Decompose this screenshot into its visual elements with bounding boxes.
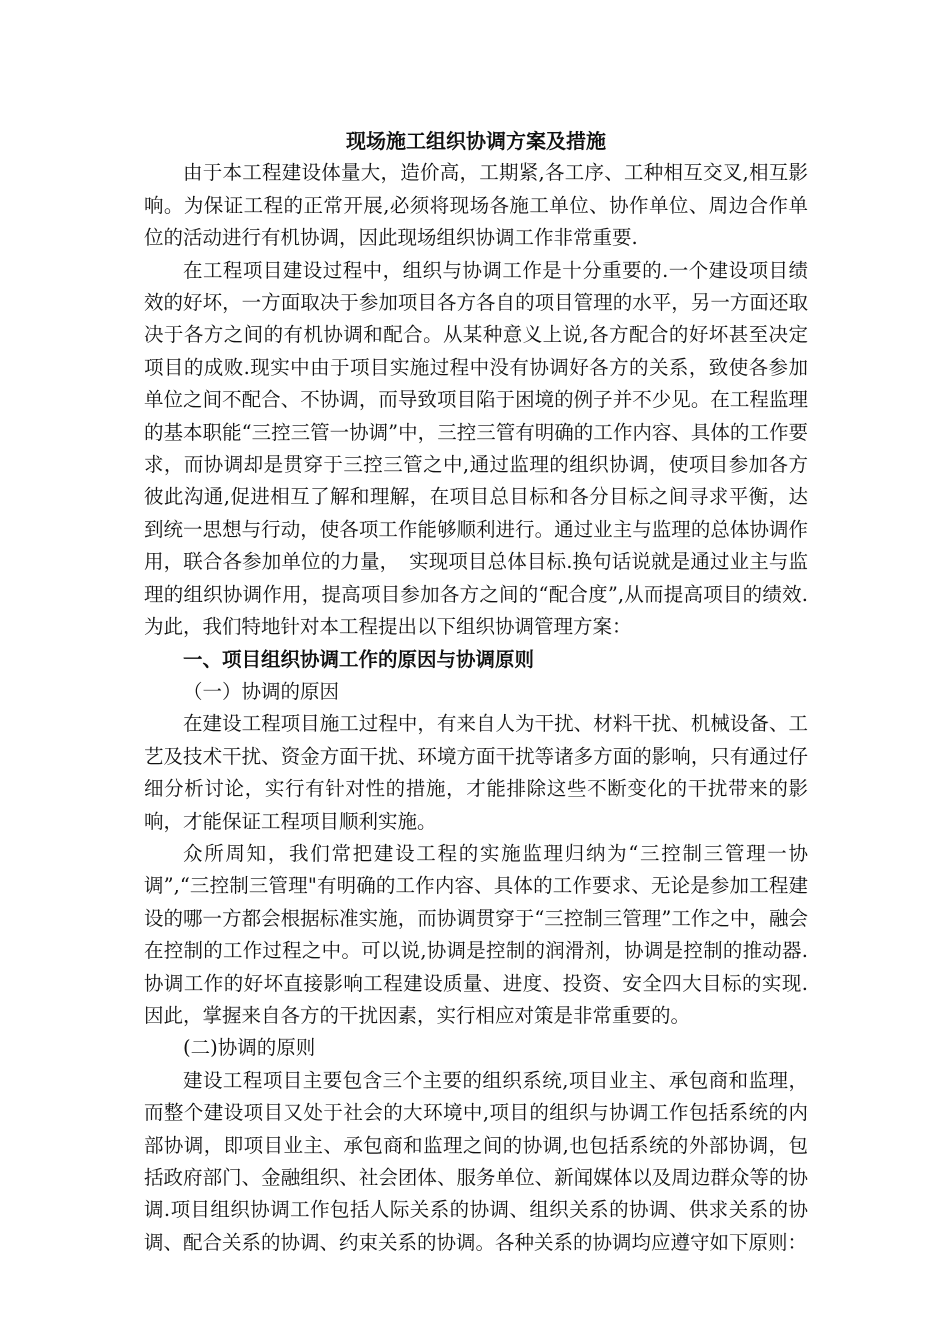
intro-paragraph-2: 在工程项目建设过程中，组织与协调工作是十分重要的.一个建设项目绩效的好坏，一方面取决于参加项目各方各自的项目管理的水平，另一方面还取决于各方之间的有机协调和配合。从某种意义上说,各方配合的好坏甚至决定项目的成败.现实中由于项目实施过程中没有协调好各方的关系，致使各参加单位之间不配合、不协调，而导致项目陷于困境的例子并不少见。在工程监理的基本职能“三控三管一协调”中，三控三管有明确的工作内容、具体的工作要求，而协调却是贯穿于三控三管之中,通过监理的组织协调，使项目参加各方彼此沟通,促进相互了解和理解，在项目总目标和各分目标之间寻求平衡，达到统一思想与行动，使各项工作能够顺利进行。通过业主与监理的总体协调作用，联合各参加单位的力量， 实现项目总体目标.换句话说就是通过业主与监理的组织协调作用，提高项目参加各方之间的“配合度”,从而提高项目的绩效.为此，我们特地针对本工程提出以下组织协调管理方案：: [144, 258, 808, 639]
principles-paragraph-1: 建设工程项目主要包含三个主要的组织系统,项目业主、承包商和监理，而整个建设项目又处于社会的大环境中,项目的组织与协调工作包括系统的内部协调，即项目业主、承包商和监理之间的协调,也包括系统的外部协调，包括政府部门、金融组织、社会团体、服务单位、新闻媒体以及周边群众等的协调.项目组织协调工作包括人际关系的协调、组织关系的协调、供求关系的协调、配合关系的协调、约束关系的协调。各种关系的协调均应遵守如下原则：: [144, 1068, 808, 1254]
subsection-heading-reasons: （一）协调的原因: [183, 679, 340, 703]
reasons-paragraph-2: 众所周知，我们常把建设工程的实施监理归纳为“三控制三管理一协调”,“三控制三管理"有明确的工作内容、具体的工作要求、无论是参加工程建设的哪一方都会根据标准实施，而协调贯穿于“三控制三管理”工作之中，融会在控制的工作过程之中。可以说,协调是控制的润滑剂，协调是控制的推动器.协调工作的好坏直接影响工程建设质量、进度、投资、安全四大目标的实现.因此，掌握来自各方的干扰因素，实行相应对策是非常重要的。: [144, 841, 808, 1027]
document-body: [144, 125, 808, 1259]
section-heading-1: 一、项目组织协调工作的原因与协调原则: [183, 647, 535, 671]
subsection-heading-principles: (二)协调的原则: [183, 1036, 316, 1060]
document-title: 现场施工组织协调方案及措施: [346, 129, 606, 153]
intro-paragraph-1: 由于本工程建设体量大，造价高，工期紧,各工序、工种相互交叉,相互影响。为保证工程的正常开展,必须将现场各施工单位、协作单位、周边合作单位的活动进行有机协调，因此现场组织协调工作非常重要.: [144, 161, 808, 250]
reasons-paragraph-1: 在建设工程项目施工过程中，有来自人为干扰、材料干扰、机械设备、工艺及技术干扰、资金方面干扰、环境方面干扰等诸多方面的影响，只有通过仔细分析讨论，实行有针对性的措施，才能排除这些不断变化的干扰带来的影响，才能保证工程项目顺利实施。: [144, 712, 808, 833]
